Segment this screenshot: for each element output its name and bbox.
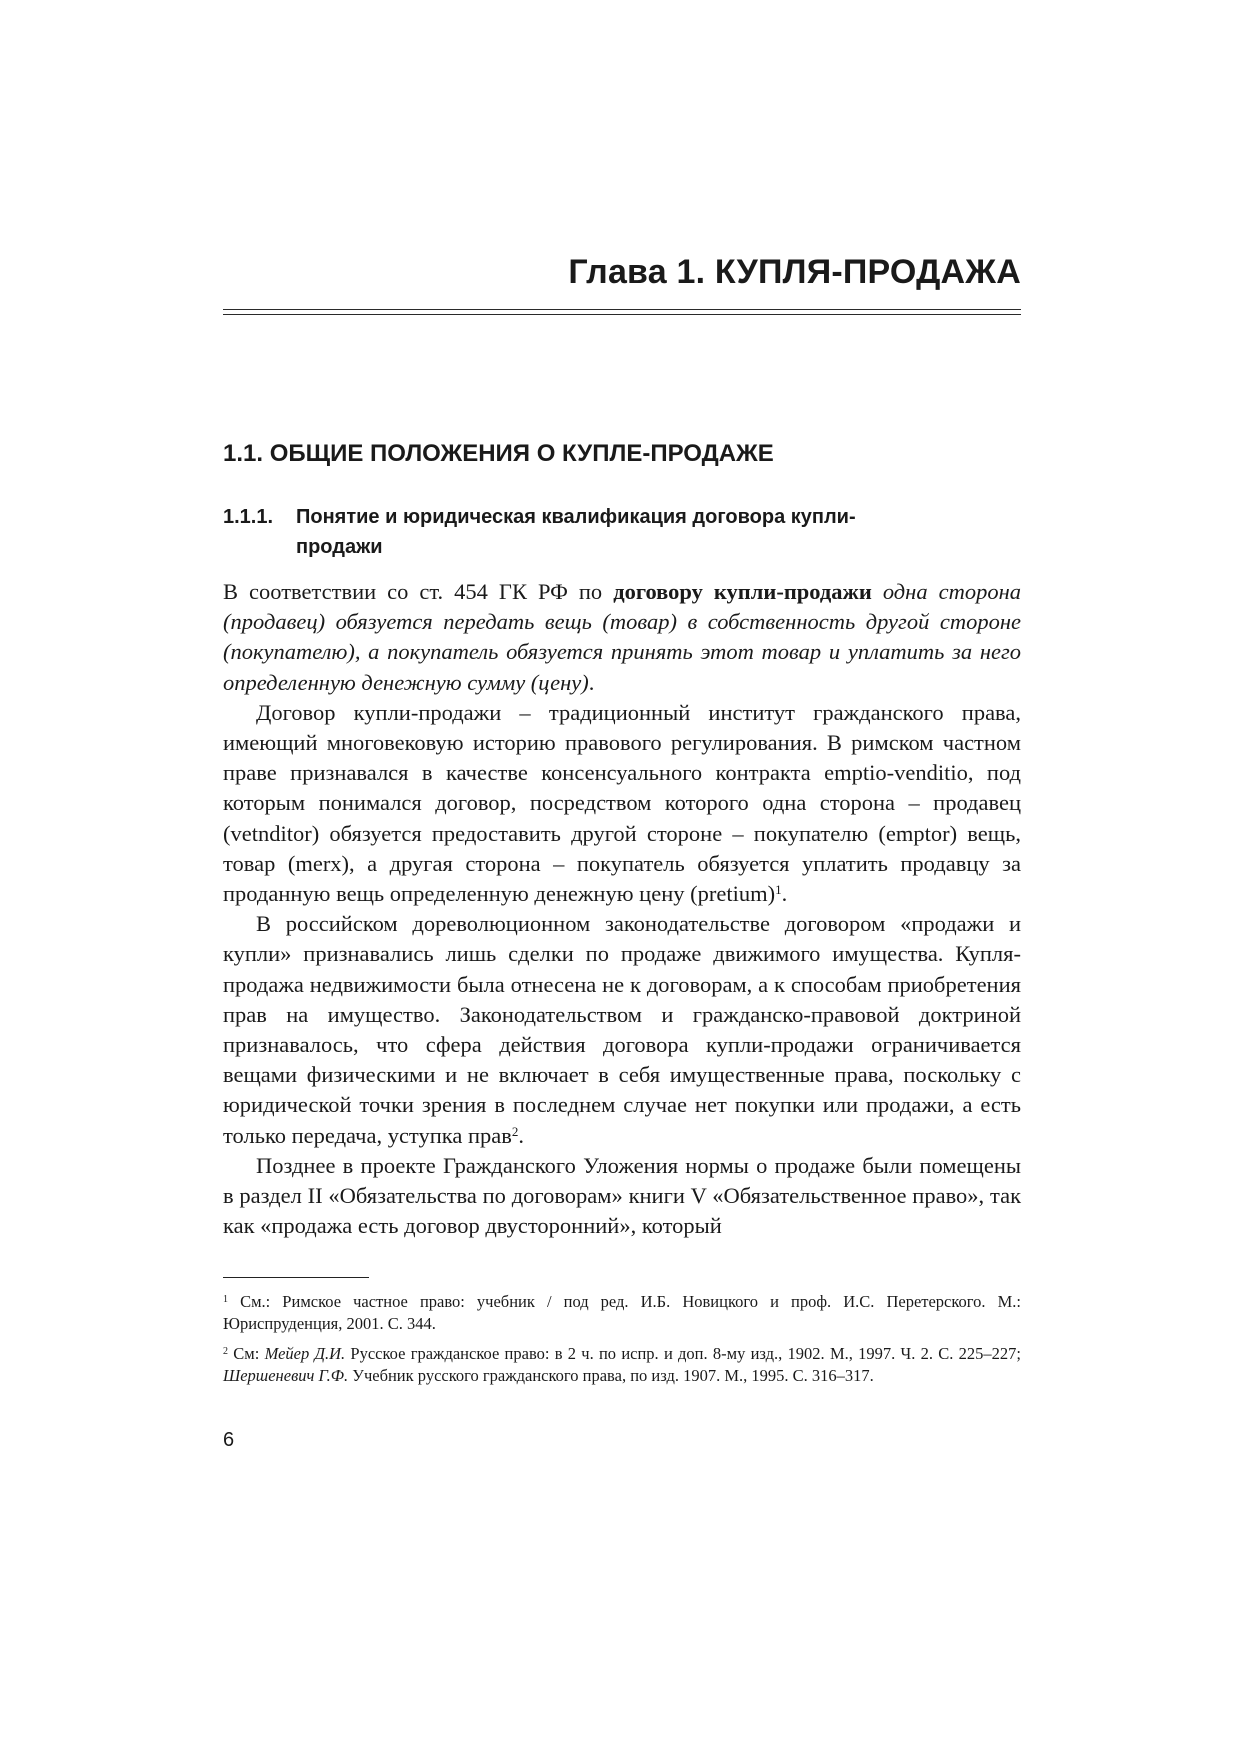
paragraph-4 (223, 1151, 1021, 1242)
footnotes (223, 1291, 1021, 1395)
paragraph-3-text: В российском дореволюционном законодательстве договором «продажи и купли» признавались лишь сделки по продаже движимого имущества. Купля-продажа недвижимости была отнесена не к договорам, а к способам приобретения прав на имущество. Законодательством и гражданско-правовой доктриной признавалось, что сфера действия договора купли-продажи ограничивается вещами физическими и не включает в себя имущественные права, поскольку с юридической точки зрения в последнем случае нет покупки или продажи, а есть только передача, уступка прав (223, 911, 1021, 1148)
footnote-2-author-2: Шершеневич Г.Ф. (223, 1366, 349, 1385)
subsection-number: 1.1.1. (223, 506, 274, 528)
footnote-1-mark: 1 (223, 1294, 228, 1305)
chapter-title: Глава 1. КУПЛЯ-ПРОДАЖА (568, 253, 1021, 291)
footnote-ref-2: 2 (511, 1123, 519, 1139)
subsection-heading (223, 502, 923, 562)
definition-italic: одна сторона (продавец) обязуется передать вещь (товар) в собственность другой стороне (покупателю), а покупатель обязуется принять этот товар и уплатить за него определенную денежную сумму (цену) (223, 579, 1021, 695)
footnote-2-pre: См: (228, 1344, 265, 1363)
paragraph-3 (223, 909, 1021, 1151)
chapter-double-rule (223, 309, 1021, 315)
paragraph-3-end: . (518, 1122, 524, 1148)
subsection-title: Понятие и юридическая квалификация договора купли-продажи (296, 506, 856, 558)
footnote-2-mark: 2 (223, 1346, 228, 1357)
footnote-1-text: См.: Римское частное право: учебник / под ред. И.Б. Новицкого и проф. И.С. Перетерского. М.: Юриспруденция, 2001. С. 344. (223, 1292, 1021, 1333)
paragraph-1-lead: В соответствии со ст. 454 ГК РФ по (223, 579, 614, 604)
footnote-2 (223, 1343, 1021, 1387)
footnote-2-author-1: Мейер Д.И. (264, 1344, 346, 1363)
paragraph-1-end: . (588, 669, 595, 695)
body-text (223, 577, 1021, 1241)
paragraph-1 (223, 577, 1021, 698)
footnote-2-mid: Русское гражданское право: в 2 ч. по испр. и доп. 8-му изд., 1902. М., 1997. Ч. 2. С. 225–227; (345, 1344, 1021, 1363)
footnote-2-post: Учебник русского гражданского права, по изд. 1907. М., 1995. С. 316–317. (348, 1366, 874, 1385)
paragraph-2 (223, 698, 1021, 909)
page-number: 6 (223, 1429, 235, 1451)
paragraph-2-text: Договор купли-продажи – традиционный институт гражданского права, имеющий многовековую историю правового регулирования. В римском частном праве признавался в качестве консенсуального контракта emptio-venditio, под которым понимался договор, посредством которого одна сторона – продавец (vetnditor) обязуется предоставить другой стороне – покупателю (emptor) вещь, товар (merx), а другая сторона – покупатель обязуется уплатить продавцу за проданную вещь определенную денежную цену (pretium) (223, 699, 1021, 907)
section-title: 1.1. ОБЩИЕ ПОЛОЖЕНИЯ О КУПЛЕ-ПРОДАЖЕ (223, 440, 774, 467)
footnote-ref-1: 1 (775, 882, 782, 898)
footnote-1 (223, 1291, 1021, 1335)
term-definition-bold: договору купли-продажи (613, 579, 872, 604)
paragraph-4-text: Позднее в проекте Гражданского Уложения нормы о продаже были помещены в раздел II «Обязательства по договорам» книги V «Обязательственное право», так как «продажа есть договор двусторонний», который (223, 1152, 1021, 1239)
footnote-separator (223, 1277, 369, 1278)
paragraph-2-end: . (781, 881, 788, 907)
